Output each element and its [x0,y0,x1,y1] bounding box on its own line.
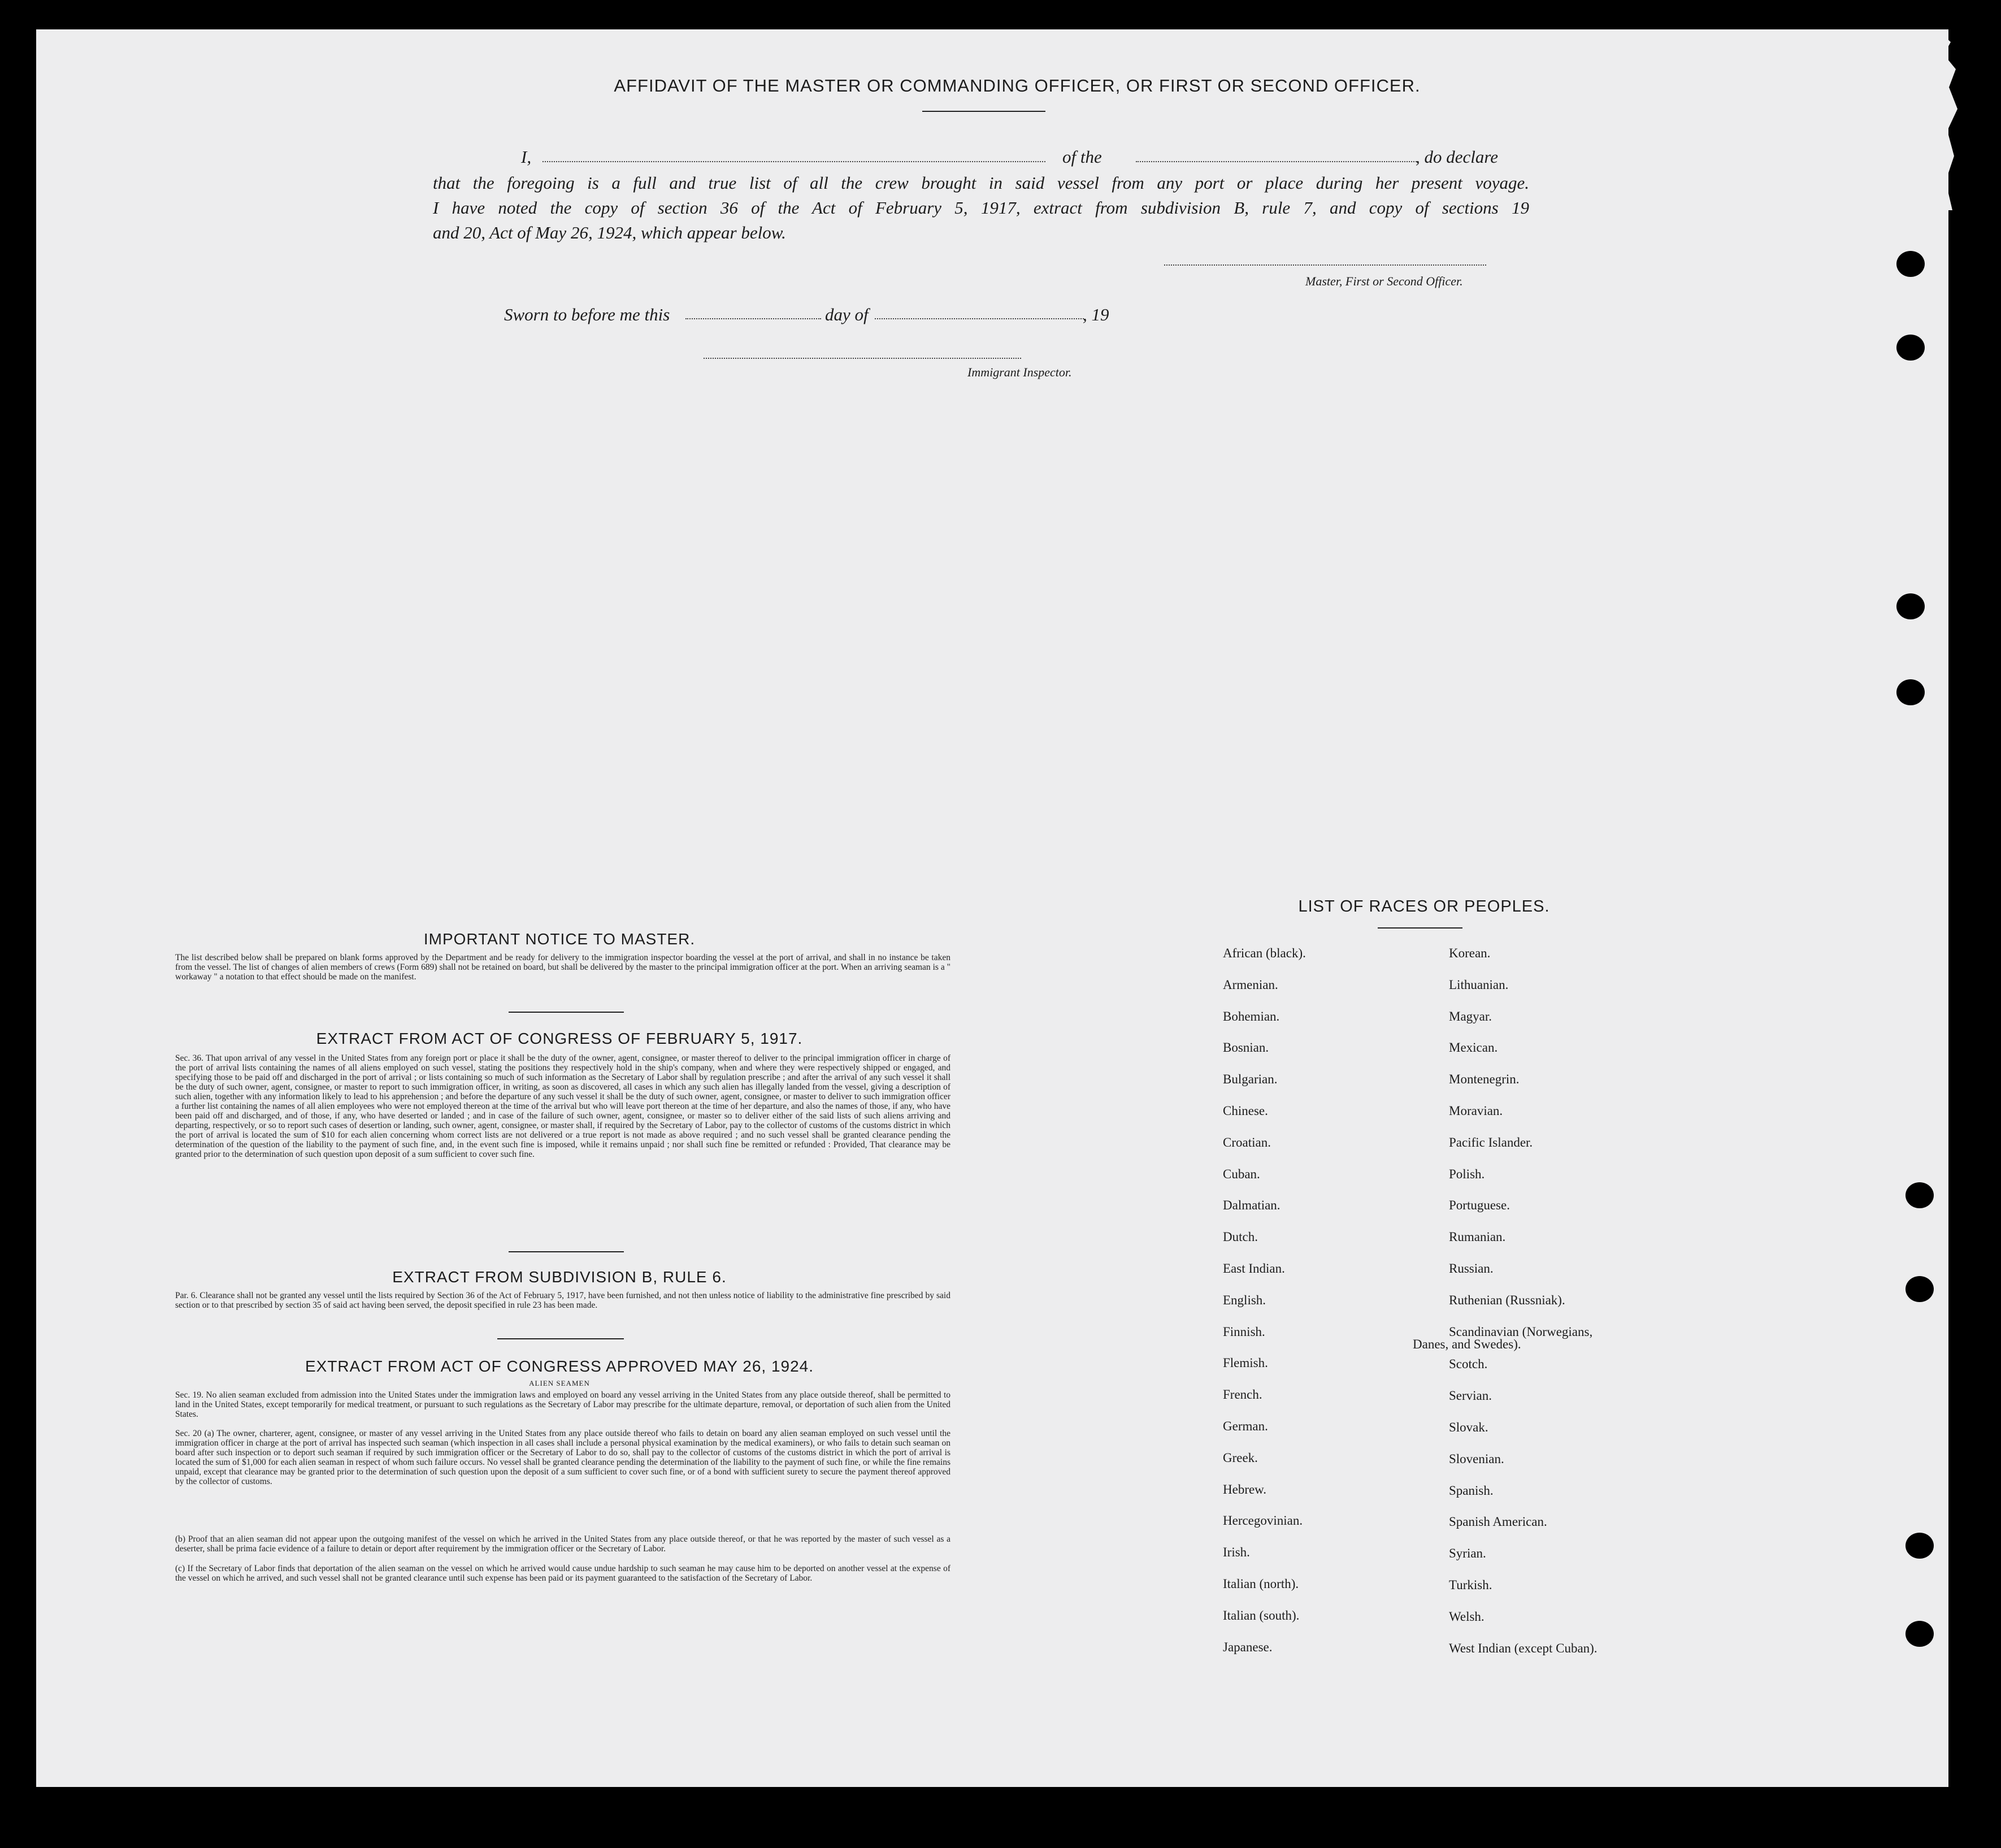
affidavit-declare: , do declare [1416,147,1499,167]
race-item: Moravian. [1449,1104,1503,1118]
race-item: Slovenian. [1449,1452,1504,1466]
punch-hole [1905,1182,1934,1208]
officer-signature-caption: Master, First or Second Officer. [1305,274,1463,288]
extract-1924-sec19: Sec. 19. No alien seaman excluded from admission into the United States under the immigration laws and employed on board any vessel arriving in the United States from any place outside thereof, shall be permitted to land in the United States, except temporarily for medical treatment, or pursuant to such regulations as the Secretary of Labor may prescribe for the ultimate departure, removal, or deportation of such alien from the United States. [175,1390,950,1419]
race-item: Russian. [1449,1261,1494,1276]
punch-hole [1905,1533,1934,1559]
sworn-day-blank[interactable] [685,318,821,319]
race-item: Servian. [1449,1389,1492,1403]
affidavit-line-2: that the foregoing is a full and true list of all the crew brought in said vessel from any port or place during her present voyage. [433,173,1529,193]
extract-1924-sec20b: (b) Proof that an alien seaman did not appear upon the outgoing manifest of the vessel on which he arrived in the United States from any place outside thereof, or that he was reported by the master of such vessel as a deserter, shall be prima facie evidence of a failure to detain or deport after requirement by the immigration officer or the Secretary of Labor. [175,1534,950,1554]
race-item: Irish. [1223,1545,1250,1559]
race-item: Korean. [1449,946,1491,960]
race-item: Spanish. [1449,1483,1494,1498]
race-item: English. [1223,1293,1266,1307]
races-title: LIST OF RACES OR PEOPLES. [1298,897,1550,916]
punch-hole [1896,335,1925,361]
race-item: Chinese. [1223,1104,1268,1118]
sworn-prefix: Sworn to before me this [504,305,670,324]
divider [509,1251,624,1252]
race-item: German. [1223,1419,1268,1433]
extract-rule6-title: EXTRACT FROM SUBDIVISION B, RULE 6. [392,1268,727,1286]
race-item: Magyar. [1449,1009,1492,1023]
race-item: Syrian. [1449,1546,1486,1560]
race-item: Bosnian. [1223,1040,1269,1055]
extract-1924-sec20a: Sec. 20 (a) The owner, charterer, agent, consignee, or master of any vessel arriving in the United States from any place outside thereof who fails to detain on board any alien seaman employed on such vessel until the immigration officer in charge at the port of arrival has inspected such seaman (which inspection in all cases shall include a personal physical examination by the medical examiners), or who fails to detain such seaman on board after such inspection or to deport such seaman if required by such immigration officer or the Secretary of Labor to do so, shall pay to the collector of customs of the customs district in which the port of arrival is located the sum of $1,000 for each alien seaman in respect of whom such failure occurs. No vessel shall be granted clearance pending the determination of the liability to the payment of such fine, or while the fine remains unpaid, except that clearance may be granted prior to the determination of such question upon the deposit of a sum sufficient to cover such fine, or of a bond with sufficient surety to secure the payment thereof approved by the collector of customs. [175,1429,950,1486]
punch-hole [1896,593,1925,619]
affidavit-i: I, [521,147,532,167]
race-item: Slovak. [1449,1420,1488,1434]
inspector-signature-line[interactable] [704,358,1021,359]
race-item: Scotch. [1449,1357,1488,1371]
extract-rule6-body: Par. 6. Clearance shall not be granted any vessel until the lists required by Section 36 of the Act of February 5, 1917, have been furnished, and not then unless notice of liability to the administrative fine prescribed by said section or to that prescribed by section 35 of said act having been served, the deposit specified in rule 23 has been made. [175,1291,950,1310]
race-item: Rumanian. [1449,1230,1506,1244]
affidavit-line-3: I have noted the copy of section 36 of the Act of February 5, 1917, extract from subdivision B, rule 7, and copy of sections 19 [433,198,1529,218]
race-item: French. [1223,1387,1262,1402]
race-item: Finnish. [1223,1325,1265,1339]
sworn-day-of: day of [825,305,869,324]
extract-1924-subtitle: ALIEN SEAMEN [529,1379,590,1387]
races-title-underline [1378,927,1462,929]
race-item: Mexican. [1449,1040,1498,1055]
race-item: Turkish. [1449,1578,1492,1592]
affidavit-of-the: of the [1062,147,1102,167]
punch-hole [1905,1621,1934,1647]
race-item: Pacific Islander. [1449,1135,1533,1149]
race-item: East Indian. [1223,1261,1285,1276]
race-item: Dutch. [1223,1230,1258,1244]
race-scandinavian-continuation: Danes, and Swedes). [1413,1337,1521,1351]
punch-hole [1896,679,1925,705]
race-item: Ruthenian (Russniak). [1449,1293,1565,1307]
divider [509,1012,624,1013]
notice-title: IMPORTANT NOTICE TO MASTER. [423,930,696,948]
race-item: Armenian. [1223,978,1278,992]
officer-signature-line[interactable] [1164,264,1486,266]
extract-1924-sec20c: (c) If the Secretary of Labor finds that deportation of the alien seaman on the vessel on which he arrived would cause undue hardship to such seaman he may cause him to be deported on another vessel at the expense of the vessel on which he arrived, and such vessel shall not be granted clearance until such expense has been paid or its payment guaranteed to the satisfaction of the Secretary of Labor. [175,1564,950,1583]
race-item: Bohemian. [1223,1009,1280,1023]
race-item: African (black). [1223,946,1306,960]
race-item: Spanish American. [1449,1515,1547,1529]
affidavit-title: AFFIDAVIT OF THE MASTER OR COMMANDING OFFICER, OR FIRST OR SECOND OFFICER. [614,76,1421,96]
punch-hole [1905,1276,1934,1302]
punch-hole [1896,251,1925,277]
title-underline [922,111,1045,112]
race-item: Japanese. [1223,1640,1273,1654]
race-item: Lithuanian. [1449,978,1509,992]
race-item: Croatian. [1223,1135,1271,1149]
race-item: Flemish. [1223,1356,1268,1370]
sworn-year: , 19 [1083,305,1109,324]
race-item: Dalmatian. [1223,1198,1281,1212]
race-item: Welsh. [1449,1610,1485,1624]
race-item: West Indian (except Cuban). [1449,1641,1598,1655]
affidavit-line-4: and 20, Act of May 26, 1924, which appear below. [433,223,786,242]
race-item: Greek. [1223,1451,1258,1465]
race-item: Bulgarian. [1223,1072,1278,1086]
extract-1917-title: EXTRACT FROM ACT OF CONGRESS OF FEBRUARY 5, 1917. [316,1030,803,1047]
notice-body: The list described below shall be prepared on blank forms approved by the Department and be ready for delivery to the immigration inspector boarding the vessel at the port of arrival, and shall in no instance be taken from the vessel. The list of changes of alien members of crews (Form 689) shall not be retained on board, but shall be delivered by the master to the principal immigration officer at the port. When an arriving seaman is a " workaway " a notation to that effect should be made on the manifest. [175,953,950,982]
inspector-caption: Immigrant Inspector. [967,365,1072,379]
race-item: Italian (south). [1223,1608,1300,1623]
divider [497,1338,624,1339]
vessel-blank[interactable] [1136,161,1418,162]
race-item: Italian (north). [1223,1577,1299,1591]
race-item: Hebrew. [1223,1482,1267,1496]
race-item: Cuban. [1223,1167,1260,1181]
sworn-month-blank[interactable] [875,318,1084,319]
extract-1917-body: Sec. 36. That upon arrival of any vessel in the United States from any foreign port or place it shall be the duty of the owner, agent, consignee, or master thereof to deliver to the principal immigration officer in charge of the port of arrival lists containing the names of all aliens employed on such vessel, stating the positions they respectively hold in the ship's company, when and where they were respectively shipped or engaged, and specifying those to be paid off and discharged in the port of arrival ; or lists containing so much of such information as the Secretary of Labor shall by regulation prescribe ; and after the arrival of any such vessel it shall be the duty of such owner, agent, consignee, or master to report to such immigration officer, in writing, as soon as discovered, all cases in which any such alien has illegally landed from the vessel, giving a description of such alien, together with any information likely to lead to his apprehension ; and before the departure of any such vessel it shall be the duty of such owner, agent, consignee, or master to deliver to such immigration officer a further list containing the names of all alien employees who were not employed thereon at the time of the arrival but who will leave port thereon at the time of her departure, and also the names of those, if any, who have been paid off and discharged, and of those, if any, who have deserted or landed ; and in case of the failure of such owner, agent, consignee, or master so to deliver either of the said lists of such aliens arriving and departing, respectively, or so to report such cases of desertion or landing, such owner, agent, consignee, or master shall, if required by the Secretary of Labor, pay to the collector of customs of the customs district in which the port of arrival is located the sum of $10 for each alien concerning whom correct lists are not delivered or a true report is not made as above required ; and no such vessel shall be granted clearance pending the determination of the question of the liability to the payment of such fine, and, in the event such fine is imposed, while it remains unpaid ; nor shall such fine be remitted or refunded : Provided, That clearance may be granted prior to the determination of such question upon deposit of a sum sufficient to cover such fine. [175,1053,950,1159]
race-item: Portuguese. [1449,1198,1510,1212]
race-item: Polish. [1449,1167,1485,1181]
race-item: Hercegovinian. [1223,1513,1303,1528]
race-item: Scandinavian (Norwegians, [1449,1325,1593,1339]
race-item: Montenegrin. [1449,1072,1520,1086]
name-blank[interactable] [542,161,1045,162]
extract-1924-title: EXTRACT FROM ACT OF CONGRESS APPROVED MAY 26, 1924. [305,1357,814,1375]
